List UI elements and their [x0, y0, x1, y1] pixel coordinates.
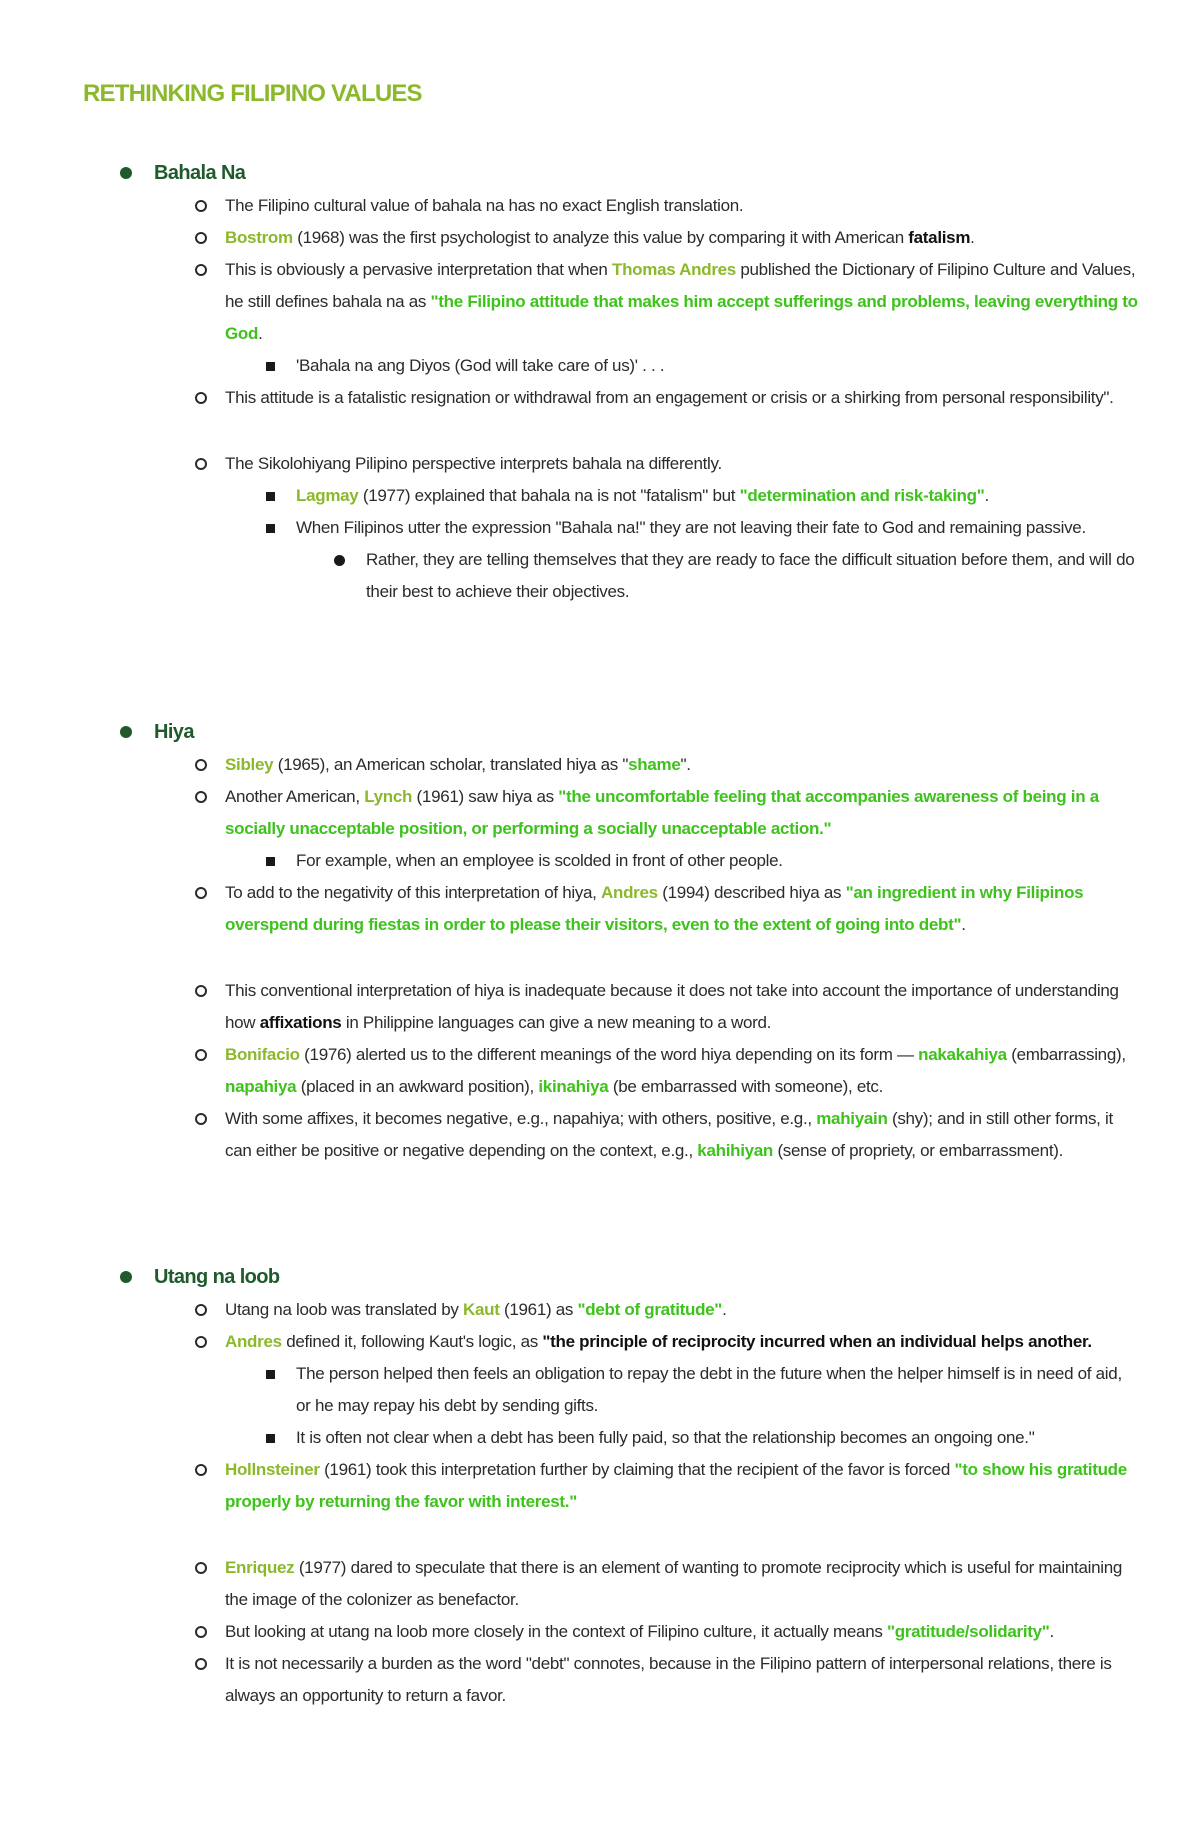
list-item: Andres defined it, following Kaut's logic, as "the principle of reciprocity incurred when an individual helps another. [0, 1326, 1200, 1358]
author-name: Lagmay [296, 486, 359, 505]
sub-list-item: The person helped then feels an obligation to repay the debt in the future when the helper himself is in need of aid, or he may repay his debt by sending gifts. [0, 1358, 1200, 1422]
list-item: Sibley (1965), an American scholar, translated hiya as "shame". [0, 749, 1200, 781]
list-item: Bostrom (1968) was the first psychologist to analyze this value by comparing it with American fatalism. [0, 222, 1200, 254]
list-item: This attitude is a fatalistic resignation or withdrawal from an engagement or crisis or a shirking from personal responsibility". [0, 382, 1200, 414]
bullet-circle [195, 264, 207, 276]
section-hiya [0, 717, 1200, 1167]
list-item: With some affixes, it becomes negative, e.g., napahiya; with others, positive, e.g., mahiyain (shy); and in still other forms, it can either be positive or negative depending on the context, e.g., kahihiyan (sense of propriety, or embarrassment). [0, 1103, 1200, 1167]
bullet-dot [120, 1271, 132, 1283]
bullet-dot [334, 555, 345, 566]
bullet-circle [195, 791, 207, 803]
author-name: Lynch [364, 787, 413, 806]
author-name: Andres [225, 1332, 282, 1351]
sub-list-item: When Filipinos utter the expression "Bahala na!" they are not leaving their fate to God and remaining passive. [0, 512, 1200, 544]
list-item: Another American, Lynch (1961) saw hiya as "the uncomfortable feeling that accompanies awareness of being in a socially unacceptable position, or performing a socially unacceptable action." [0, 781, 1200, 845]
list-item: It is not necessarily a burden as the word "debt" connotes, because in the Filipino pattern of interpersonal relations, there is always an opportunity to return a favor. [0, 1648, 1200, 1712]
bullet-square [266, 492, 275, 501]
list-item: Bonifacio (1976) alerted us to the different meanings of the word hiya depending on its form — nakakahiya (embarrassing), napahiya (placed in an awkward position), ikinahiya (be embarrassed with someone), etc. [0, 1039, 1200, 1103]
author-name: Andres [601, 883, 658, 902]
quote: shame [628, 755, 681, 774]
bullet-circle [195, 1336, 207, 1348]
bullet-square [266, 1434, 275, 1443]
quote: "determination and risk-taking" [739, 486, 985, 505]
key-term: fatalism [908, 228, 971, 247]
key-term: affixations [259, 1013, 342, 1032]
key-term: kahihiyan [697, 1141, 774, 1160]
bullet-circle [195, 1049, 207, 1061]
quote: "the principle of reciprocity incurred when an individual helps another. [542, 1332, 1092, 1351]
bullet-square [266, 524, 275, 533]
key-term: nakakahiya [918, 1045, 1007, 1064]
page-title: RETHINKING FILIPINO VALUES [83, 80, 422, 107]
list-item: But looking at utang na loob more closely in the context of Filipino culture, it actually means "gratitude/solidarity". [0, 1616, 1200, 1648]
bullet-circle [195, 759, 207, 771]
quote: "an ingredient in why Filipinos overspend during fiestas in order to please their visitors, even to the extent of going into debt" [225, 883, 1084, 934]
section-bahala-na [0, 158, 1200, 608]
section-utang-na-loob [0, 1262, 1200, 1712]
heading-utang-na-loob: Utang na loob [0, 1262, 1200, 1294]
bullet-dot [120, 726, 132, 738]
bullet-circle [195, 232, 207, 244]
bullet-circle [195, 200, 207, 212]
sub-list-item: 'Bahala na ang Diyos (God will take care of us)' . . . [0, 350, 1200, 382]
bullet-circle [195, 985, 207, 997]
bullet-circle [195, 1626, 207, 1638]
bullet-circle [195, 1304, 207, 1316]
sub-list-item: For example, when an employee is scolded in front of other people. [0, 845, 1200, 877]
list-item: Utang na loob was translated by Kaut (1961) as "debt of gratitude". [0, 1294, 1200, 1326]
key-term: mahiyain [816, 1109, 888, 1128]
author-name: Bonifacio [225, 1045, 300, 1064]
bullet-circle [195, 1658, 207, 1670]
list-item: The Sikolohiyang Pilipino perspective interprets bahala na differently. [0, 448, 1200, 480]
bullet-square [266, 362, 275, 371]
quote: "the Filipino attitude that makes him accept sufferings and problems, leaving everything to God [225, 292, 1138, 343]
list-item: Enriquez (1977) dared to speculate that there is an element of wanting to promote reciprocity which is useful for maintaining the image of the colonizer as benefactor. [0, 1552, 1200, 1616]
author-name: Kaut [463, 1300, 500, 1319]
author-name: Thomas Andres [612, 260, 736, 279]
heading-bahala-na: Bahala Na [0, 158, 1200, 190]
author-name: Hollnsteiner [225, 1460, 320, 1479]
bullet-circle [195, 1113, 207, 1125]
quote: "gratitude/solidarity" [886, 1622, 1050, 1641]
bullet-circle [195, 1562, 207, 1574]
bullet-dot [120, 167, 132, 179]
list-item: To add to the negativity of this interpretation of hiya, Andres (1994) described hiya as "an ingredient in why Filipinos overspend during fiestas in order to please their visitors, even to the extent of going into debt". [0, 877, 1200, 941]
quote: "debt of gratitude" [577, 1300, 723, 1319]
list-item: This conventional interpretation of hiya is inadequate because it does not take into account the importance of understanding how affixations in Philippine languages can give a new meaning to a word. [0, 975, 1200, 1039]
bullet-circle [195, 1464, 207, 1476]
sub-list-item: It is often not clear when a debt has been fully paid, so that the relationship becomes an ongoing one." [0, 1422, 1200, 1454]
list-item: The Filipino cultural value of bahala na has no exact English translation. [0, 190, 1200, 222]
author-name: Bostrom [225, 228, 293, 247]
author-name: Sibley [225, 755, 274, 774]
bullet-circle [195, 458, 207, 470]
bullet-square [266, 857, 275, 866]
bullet-circle [195, 887, 207, 899]
quote: "the uncomfortable feeling that accompanies awareness of being in a socially unacceptable position, or performing a socially unacceptable action." [225, 787, 1099, 838]
author-name: Enriquez [225, 1558, 295, 1577]
quote: "to show his gratitude properly by returning the favor with interest." [225, 1460, 1127, 1511]
key-term: ikinahiya [538, 1077, 609, 1096]
list-item: This is obviously a pervasive interpretation that when Thomas Andres published the Dictionary of Filipino Culture and Values, he still defines bahala na as "the Filipino attitude that makes him accept sufferings and problems, leaving everything to God. [0, 254, 1200, 350]
bullet-circle [195, 392, 207, 404]
heading-hiya: Hiya [0, 717, 1200, 749]
key-term: napahiya [225, 1077, 297, 1096]
sub-list-item: Lagmay (1977) explained that bahala na is not "fatalism" but "determination and risk-taking". [0, 480, 1200, 512]
bullet-square [266, 1370, 275, 1379]
sub-sub-list-item: Rather, they are telling themselves that they are ready to face the difficult situation before them, and will do their best to achieve their objectives. [0, 544, 1200, 608]
list-item: Hollnsteiner (1961) took this interpretation further by claiming that the recipient of the favor is forced "to show his gratitude properly by returning the favor with interest." [0, 1454, 1200, 1518]
